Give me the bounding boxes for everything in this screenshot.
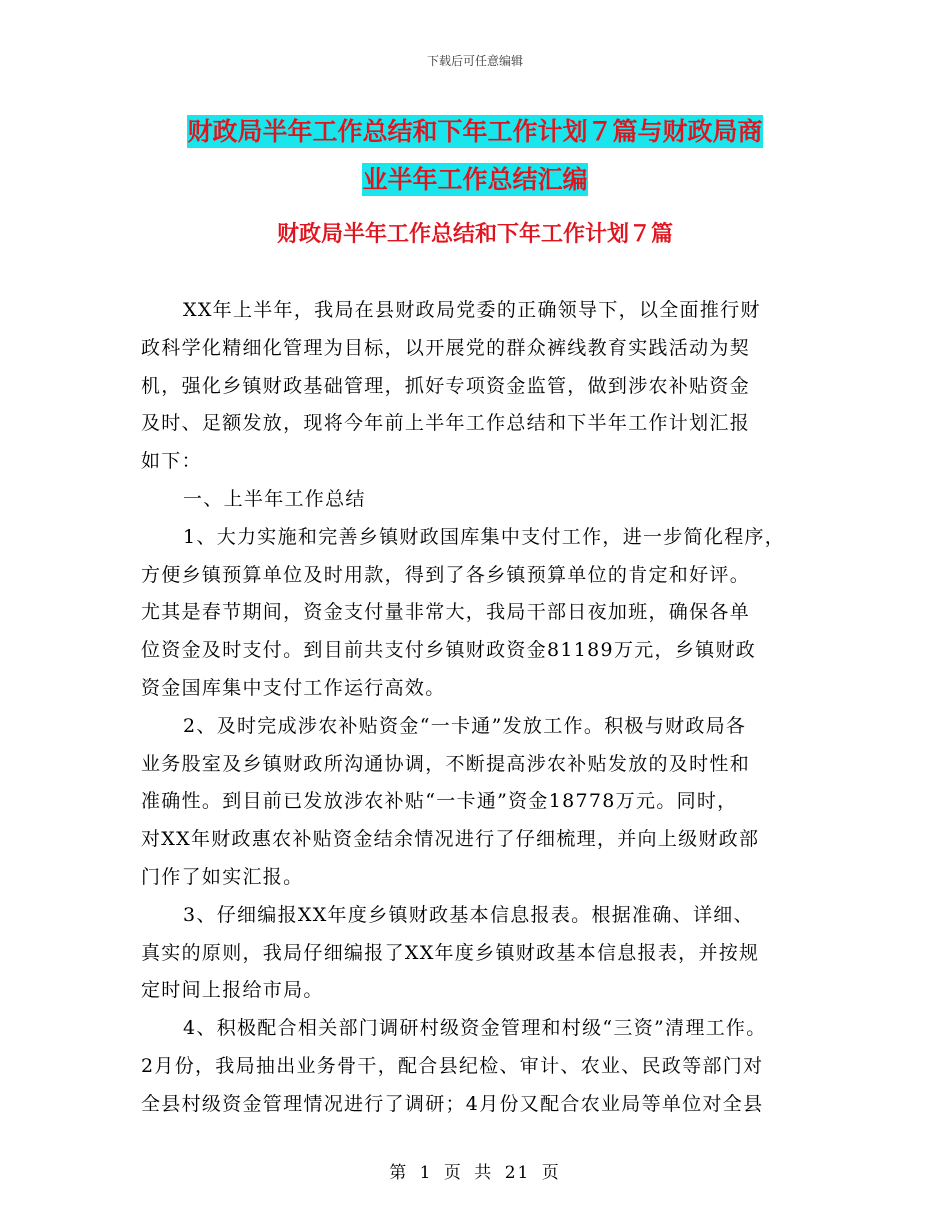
title-line-1: 财政局半年工作总结和下年工作计划７篇与财政局商 (187, 117, 763, 146)
paragraph-line: 对XX年财政惠农补贴资金结余情况进行了仔细梳理，并向上级财政部 (141, 828, 760, 851)
paragraph-line: 3、仔细编报XX年度乡镇财政基本信息报表。根据准确、详细、 (183, 903, 754, 926)
paragraph-line: 业务股室及乡镇财政所沟通协调，不断提高涉农补贴发放的及时性和 (141, 752, 751, 775)
page-header-note: 下载后可任意编辑 (426, 54, 523, 68)
paragraph-heading (141, 481, 821, 519)
paragraph-item-3 (141, 897, 821, 1010)
paragraph-item-2 (141, 708, 821, 897)
paragraph-line: 1、大力实施和完善乡镇财政国库集中支付工作，进一步简化程序， (183, 525, 786, 548)
paragraph-line: 方便乡镇预算单位及时用款，得到了各乡镇预算单位的肯定和好评。 (141, 563, 751, 586)
paragraph-intro (141, 292, 821, 481)
paragraph-item-1 (141, 519, 821, 708)
paragraph-line: 如下： (141, 450, 202, 473)
paragraph-line: 及时、足额发放，现将今年前上半年工作总结和下半年工作计划汇报 (141, 412, 751, 435)
paragraph-line: 位资金及时支付。到目前共支付乡镇财政资金81189万元，乡镇财政 (141, 639, 757, 662)
title-line-2: 业半年工作总结汇编 (362, 165, 588, 194)
paragraph-line: 尤其是春节期间，资金支付量非常大，我局干部日夜加班，确保各单 (141, 601, 751, 624)
paragraph-line: 4、积极配合相关部门调研村级资金管理和村级“三资”清理工作。 (183, 1017, 767, 1040)
paragraph-line: 2月份，我局抽出业务骨干，配合县纪检、审计、农业、民政等部门对 (141, 1054, 764, 1077)
section-title: 财政局半年工作总结和下年工作计划７篇 (276, 222, 673, 247)
paragraph-line: 政科学化精细化管理为目标，以开展党的群众裤线教育实践活动为契 (141, 336, 751, 359)
paragraph-line: 机，强化乡镇财政基础管理，抓好专项资金监管，做到涉农补贴资金 (141, 374, 751, 397)
paragraph-line: 真实的原则，我局仔细编报了XX年度乡镇财政基本信息报表，并按规 (141, 941, 760, 964)
paragraph-line: 定时间上报给市局。 (141, 979, 324, 1002)
paragraph-line: 准确性。到目前已发放涉农补贴“一卡通”资金18778万元。同时， (141, 790, 738, 813)
paragraph-item-4 (141, 1010, 821, 1123)
document-body (141, 292, 821, 1124)
document-title (0, 108, 950, 204)
paragraph-line: 门作了如实汇报。 (141, 865, 304, 888)
paragraph-line: 2、及时完成涉农补贴资金“一卡通”发放工作。积极与财政局各 (183, 714, 747, 737)
paragraph-line: 资金国库集中支付工作运行高效。 (141, 676, 446, 699)
page-number-footer: 第 1 页 共 21 页 (389, 1163, 561, 1183)
paragraph-line: 一、上半年工作总结 (183, 487, 366, 510)
paragraph-line: 全县村级资金管理情况进行了调研；4月份又配合农业局等单位对全县 (141, 1092, 764, 1115)
paragraph-line: XX年上半年，我局在县财政局党委的正确领导下，以全面推行财 (183, 299, 761, 321)
